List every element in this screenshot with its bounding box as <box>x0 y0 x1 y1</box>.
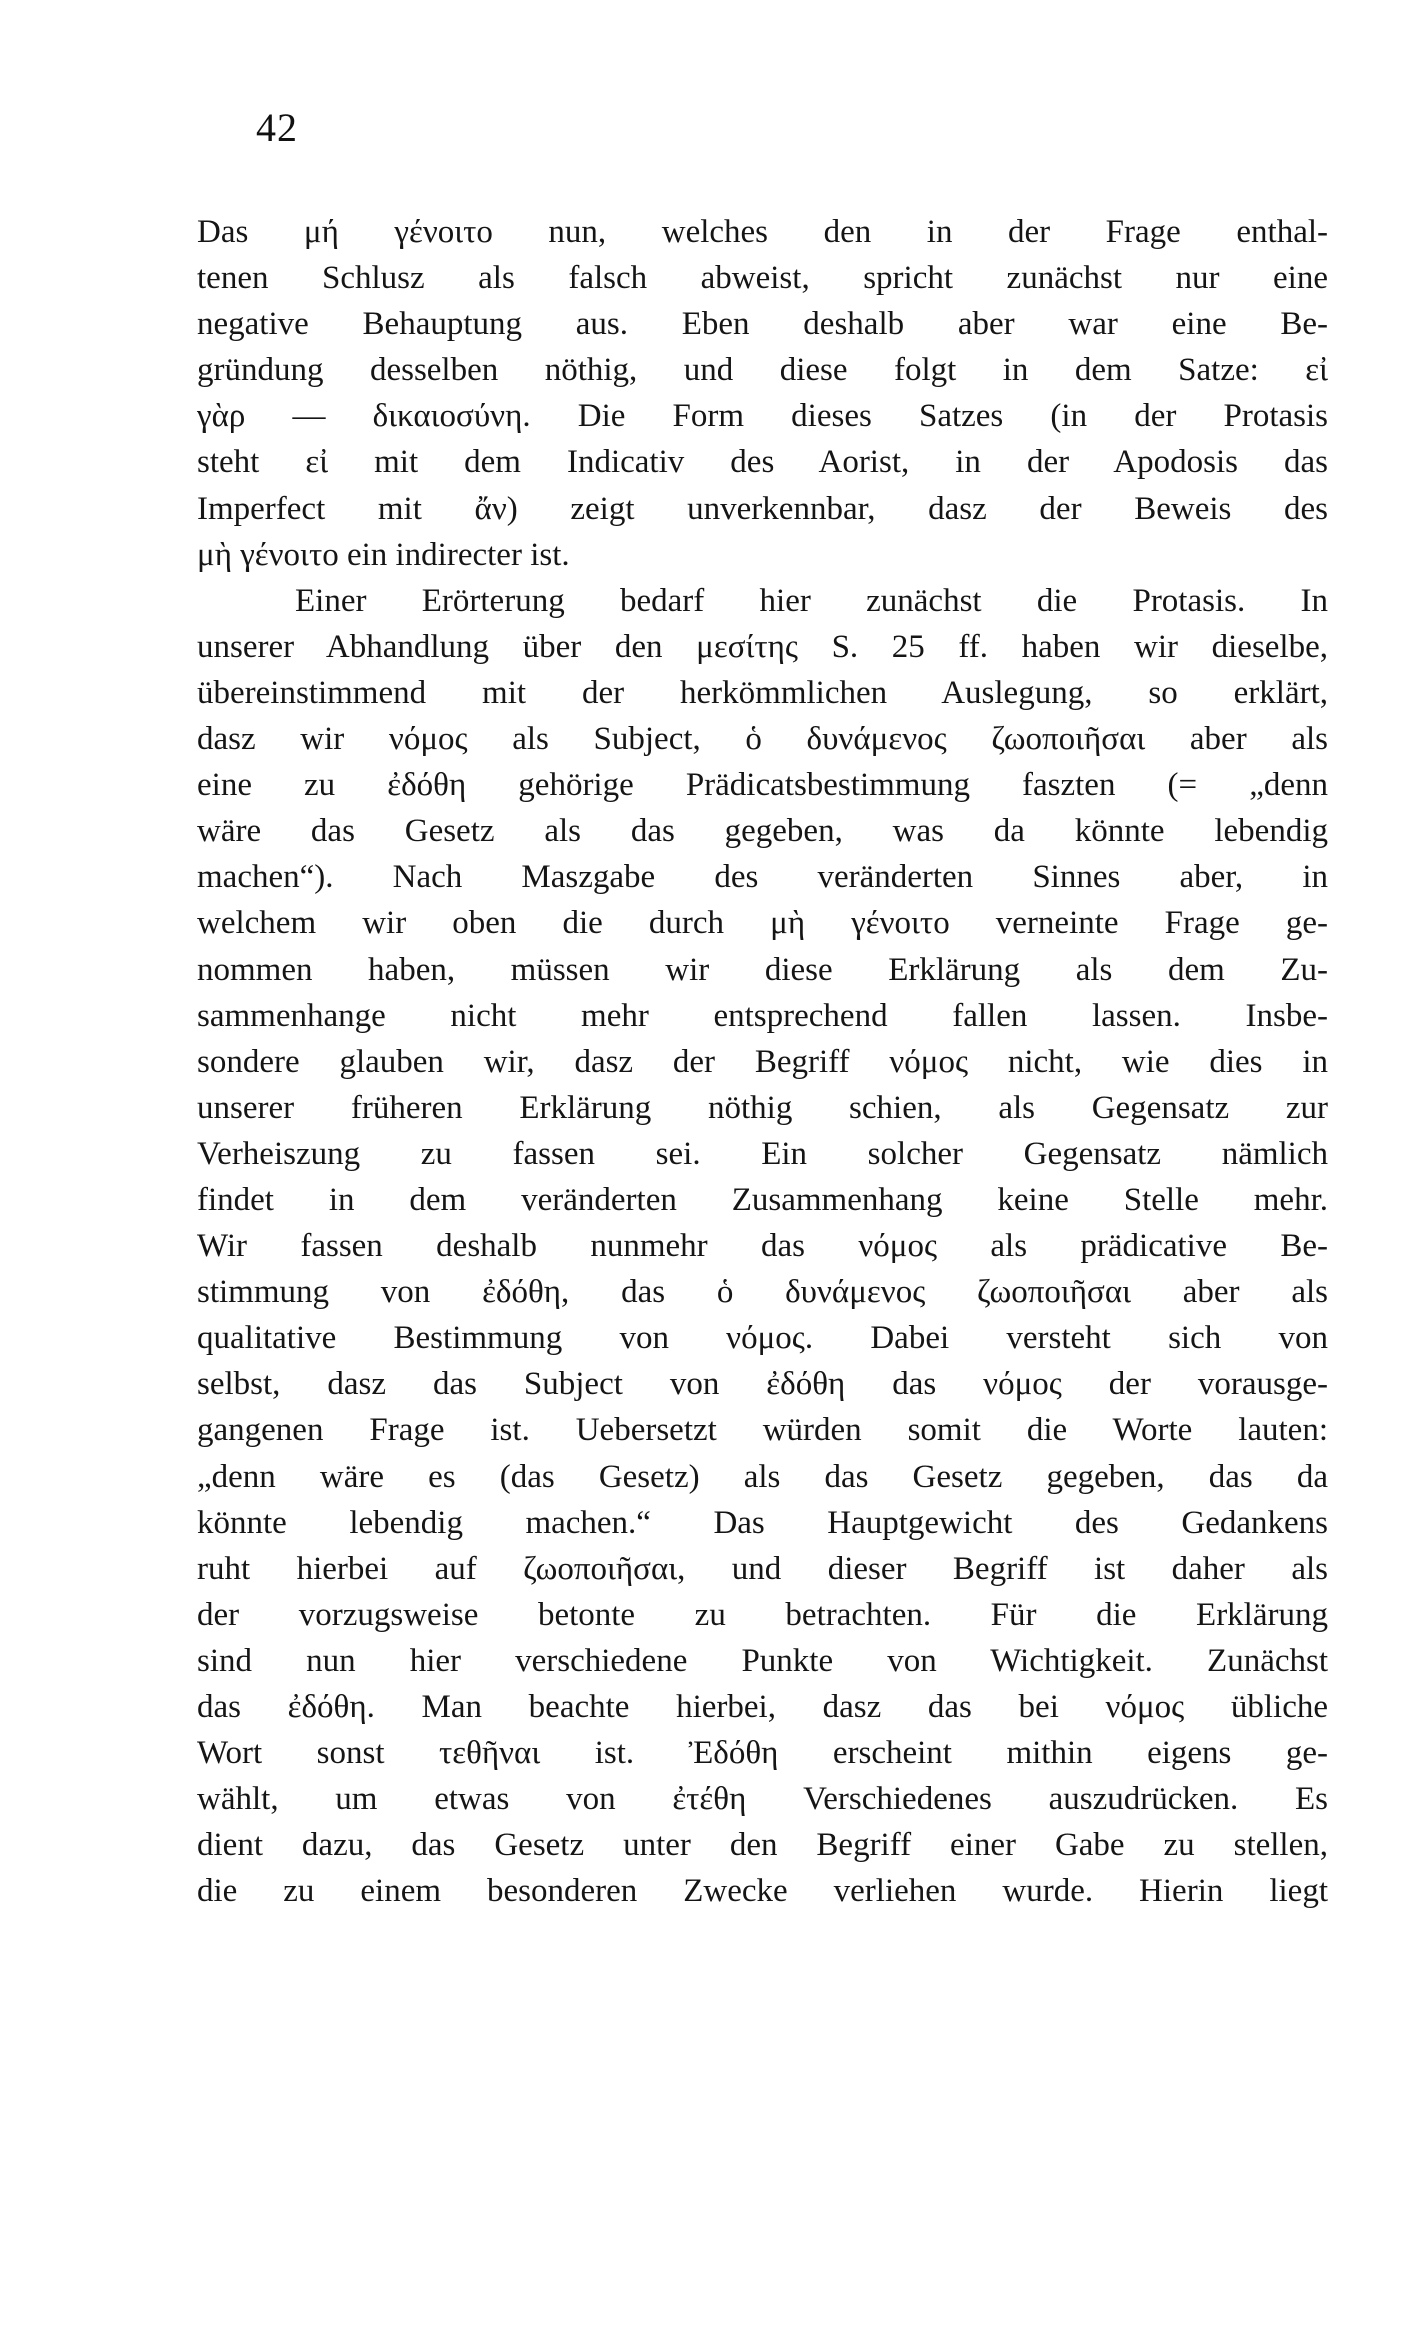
text-line: wählt, um etwas von ἐτέθη Verschiedenes auszudrücken. Es <box>197 1781 1328 1818</box>
text-line: übereinstimmend mit der herkömmlichen Auslegung, so erklärt, <box>197 674 1328 711</box>
text-line: sammenhange nicht mehr entsprechend fallen lassen. Insbe- <box>197 997 1328 1034</box>
text-line: Verheiszung zu fassen sei. Ein solcher Gegensatz nämlich <box>197 1135 1328 1172</box>
text-line: γὰρ — δικαιοσύνη. Die Form dieses Satzes (in der Protasis <box>197 398 1328 435</box>
text-line: tenen Schlusz als falsch abweist, spricht zunächst nur eine <box>197 260 1328 297</box>
text-line: μὴ γένοιτο ein indirecter ist. <box>197 536 570 573</box>
text-line: Imperfect mit ἄν) zeigt unverkennbar, dasz der Beweis des <box>197 490 1328 527</box>
text-line: der vorzugsweise betonte zu betrachten. Für die Erklärung <box>197 1596 1328 1633</box>
text-line: könnte lebendig machen.“ Das Hauptgewicht des Gedankens <box>197 1504 1328 1541</box>
text-line: eine zu ἐδόθη gehörige Prädicatsbestimmung faszten (= „denn <box>197 767 1328 804</box>
page-number: 42 <box>256 105 298 150</box>
text-line: unserer Abhandlung über den μεσίτης S. 25 ff. haben wir dieselbe, <box>197 628 1328 665</box>
text-line: selbst, dasz das Subject von ἐδόθη das νόμος der vorausge- <box>197 1366 1328 1403</box>
text-line: Das μή γένοιτο nun, welches den in der Frage enthal- <box>197 214 1328 250</box>
text-line: unserer früheren Erklärung nöthig schien, als Gegensatz zur <box>197 1089 1328 1126</box>
text-line: Wir fassen deshalb nunmehr das νόμος als prädicative Be- <box>197 1228 1328 1265</box>
text-line: Wort sonst τεθῆναι ist. Ἐδόθη erscheint mithin eigens ge- <box>197 1735 1328 1772</box>
text-line: machen“). Nach Maszgabe des veränderten Sinnes aber, in <box>197 859 1328 896</box>
body-text <box>197 209 1328 1914</box>
text-line: steht εἰ mit dem Indicativ des Aorist, in der Apodosis das <box>197 444 1328 481</box>
text-line: das ἐδόθη. Man beachte hierbei, dasz das bei νόμος übliche <box>197 1689 1328 1725</box>
text-line: stimmung von ἐδόθη, das ὁ δυνάμενος ζωοποιῆσαι aber als <box>197 1274 1328 1311</box>
text-line: die zu einem besonderen Zwecke verliehen wurde. Hierin liegt <box>197 1873 1328 1910</box>
text-line: sind nun hier verschiedene Punkte von Wichtigkeit. Zunächst <box>197 1642 1328 1679</box>
text-line: wäre das Gesetz als das gegeben, was da könnte lebendig <box>197 813 1328 850</box>
text-line: dient dazu, das Gesetz unter den Begriff einer Gabe zu stellen, <box>197 1827 1328 1864</box>
text-line: sondere glauben wir, dasz der Begriff νόμος nicht, wie dies in <box>197 1043 1328 1080</box>
text-line: gangenen Frage ist. Uebersetzt würden somit die Worte lauten: <box>197 1412 1328 1449</box>
text-line: nommen haben, müssen wir diese Erklärung als dem Zu- <box>197 951 1328 988</box>
text-line: qualitative Bestimmung von νόμος. Dabei versteht sich von <box>197 1320 1328 1357</box>
text-line: welchem wir oben die durch μὴ γένοιτο verneinte Frage ge- <box>197 905 1328 942</box>
text-line: gründung desselben nöthig, und diese folgt in dem Satze: εἰ <box>197 352 1328 389</box>
text-line: findet in dem veränderten Zusammenhang keine Stelle mehr. <box>197 1181 1328 1218</box>
text-line: negative Behauptung aus. Eben deshalb aber war eine Be- <box>197 306 1328 343</box>
text-line: dasz wir νόμος als Subject, ὁ δυνάμενος ζωοποιῆσαι aber als <box>197 721 1328 758</box>
text-line: Einer Erörterung bedarf hier zunächst die Protasis. In <box>295 582 1328 619</box>
text-line: ruht hierbei auf ζωοποιῆσαι, und dieser Begriff ist daher als <box>197 1550 1328 1587</box>
text-line: „denn wäre es (das Gesetz) als das Gesetz gegeben, das da <box>197 1458 1328 1495</box>
